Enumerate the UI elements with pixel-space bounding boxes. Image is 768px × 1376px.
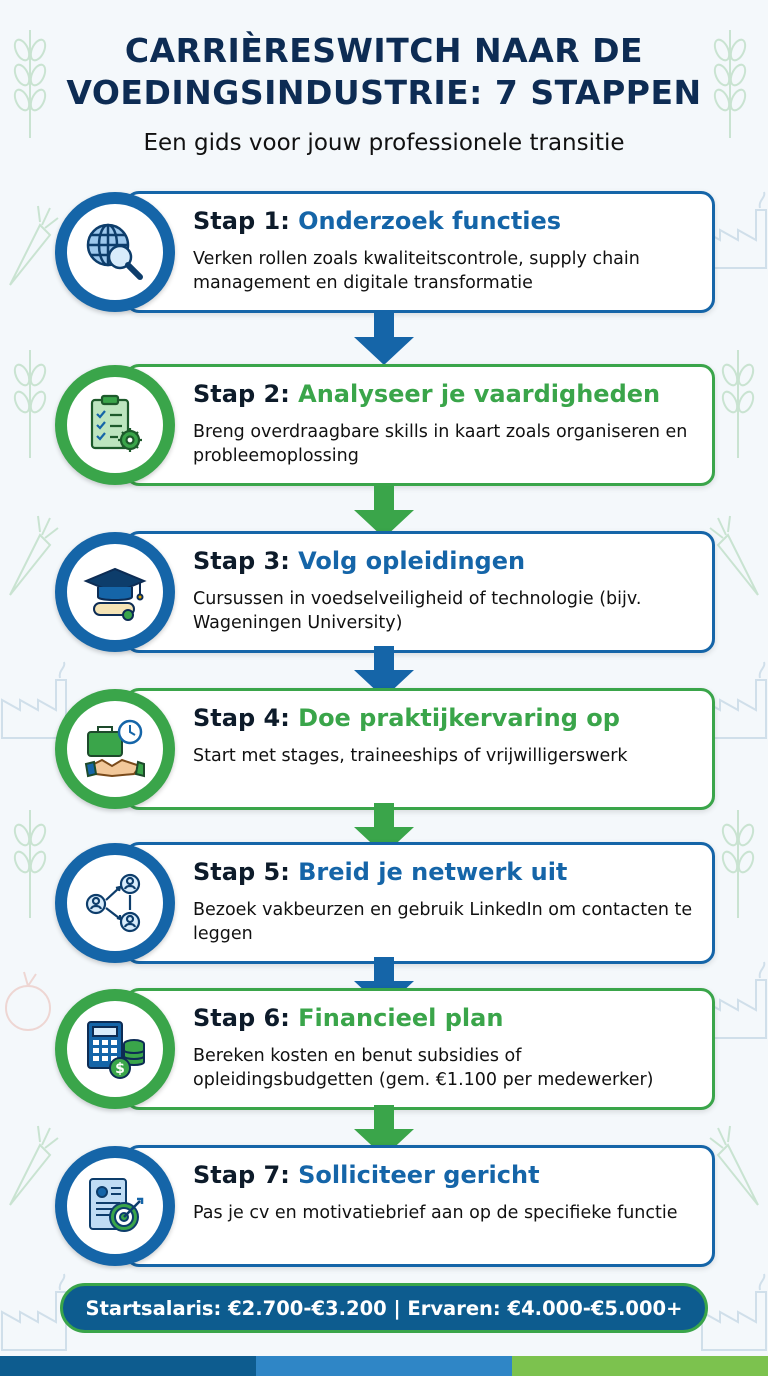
briefcase-handshake-icon xyxy=(82,716,148,782)
globe-magnifier-icon xyxy=(82,219,148,285)
step-prefix: Stap 1: xyxy=(193,207,299,235)
checklist-gear-icon xyxy=(82,392,148,458)
wheat-decoration-icon xyxy=(708,340,768,460)
step-name: Onderzoek functies xyxy=(298,207,562,235)
title-line-2: VOEDINGSINDUSTRIE: 7 STAPPEN xyxy=(66,73,702,112)
step-title xyxy=(193,858,705,886)
step-description: Breng overdraagbare skills in kaart zoals organiseren en probleemoplossing xyxy=(193,422,688,466)
carrot-decoration-icon xyxy=(708,510,768,600)
page-subtitle: Een gids voor jouw professionele transitie xyxy=(143,130,625,156)
resume-target-icon xyxy=(82,1173,148,1239)
carrot-decoration-icon xyxy=(0,510,60,600)
step-name: Analyseer je vaardigheden xyxy=(298,380,661,408)
step-title xyxy=(193,207,705,235)
step-description: Cursussen in voedselveiligheid of technologie (bijv. Wageningen University) xyxy=(193,589,642,633)
step-card-1 xyxy=(55,191,715,313)
network-people-icon xyxy=(82,870,148,936)
step-description: Start met stages, traineeships of vrijwilligerswerk xyxy=(193,746,628,766)
carrot-decoration-icon xyxy=(0,200,60,290)
wheat-decoration-icon xyxy=(0,800,60,920)
arrow-down-icon xyxy=(352,313,416,365)
carrot-decoration-icon xyxy=(0,1120,60,1210)
salary-text: Startsalaris: €2.700-€3.200 | Ervaren: €4.000-€5.000+ xyxy=(85,1296,683,1320)
step-card-6 xyxy=(55,988,715,1110)
step-icon-circle xyxy=(55,532,175,652)
step-title xyxy=(193,1004,705,1032)
graduation-cap-icon xyxy=(82,559,148,625)
step-description: Verken rollen zoals kwaliteitscontrole, supply chain management en digitale transformatie xyxy=(193,249,640,293)
step-icon-circle xyxy=(55,1146,175,1266)
title-line-1: CARRIÈRESWITCH NAAR DE xyxy=(124,31,644,70)
step-card-5 xyxy=(55,842,715,964)
step-title xyxy=(193,1161,705,1189)
step-prefix: Stap 6: xyxy=(193,1004,299,1032)
step-name: Solliciteer gericht xyxy=(298,1161,540,1189)
step-description: Bezoek vakbeurzen en gebruik LinkedIn om contacten te leggen xyxy=(193,900,693,944)
step-prefix: Stap 5: xyxy=(193,858,299,886)
step-description: Pas je cv en motivatiebrief aan op de specifieke functie xyxy=(193,1203,678,1223)
footer-bar-segment xyxy=(0,1356,256,1376)
step-name: Financieel plan xyxy=(298,1004,504,1032)
salary-badge xyxy=(60,1283,708,1333)
factory-decoration-icon xyxy=(0,1272,68,1352)
factory-decoration-icon xyxy=(700,1272,768,1352)
step-icon-circle xyxy=(55,689,175,809)
footer-color-bar xyxy=(0,1356,768,1376)
step-description: Bereken kosten en benut subsidies of opleidingsbudgetten (gem. €1.100 per medewerker) xyxy=(193,1046,654,1090)
step-name: Volg opleidingen xyxy=(298,547,526,575)
footer-bar-segment xyxy=(512,1356,768,1376)
step-icon-circle xyxy=(55,843,175,963)
step-name: Breid je netwerk uit xyxy=(298,858,568,886)
step-icon-circle xyxy=(55,989,175,1109)
page-title xyxy=(0,30,768,114)
svg-text:$: $ xyxy=(115,1061,125,1077)
step-icon-circle xyxy=(55,365,175,485)
step-name: Doe praktijkervaring op xyxy=(298,704,620,732)
step-card-4 xyxy=(55,688,715,810)
step-icon-circle xyxy=(55,192,175,312)
step-prefix: Stap 7: xyxy=(193,1161,299,1189)
vegetable-decoration-icon xyxy=(0,960,60,1040)
step-title xyxy=(193,380,705,408)
step-title xyxy=(193,547,705,575)
step-card-7 xyxy=(55,1145,715,1267)
calculator-coins-icon xyxy=(82,1016,148,1082)
wheat-decoration-icon xyxy=(708,800,768,920)
step-card-3 xyxy=(55,531,715,653)
footer-bar-segment xyxy=(256,1356,512,1376)
step-title xyxy=(193,704,705,732)
step-prefix: Stap 3: xyxy=(193,547,299,575)
step-prefix: Stap 4: xyxy=(193,704,299,732)
carrot-decoration-icon xyxy=(708,1120,768,1210)
step-prefix: Stap 2: xyxy=(193,380,299,408)
step-card-2 xyxy=(55,364,715,486)
wheat-decoration-icon xyxy=(0,340,60,460)
